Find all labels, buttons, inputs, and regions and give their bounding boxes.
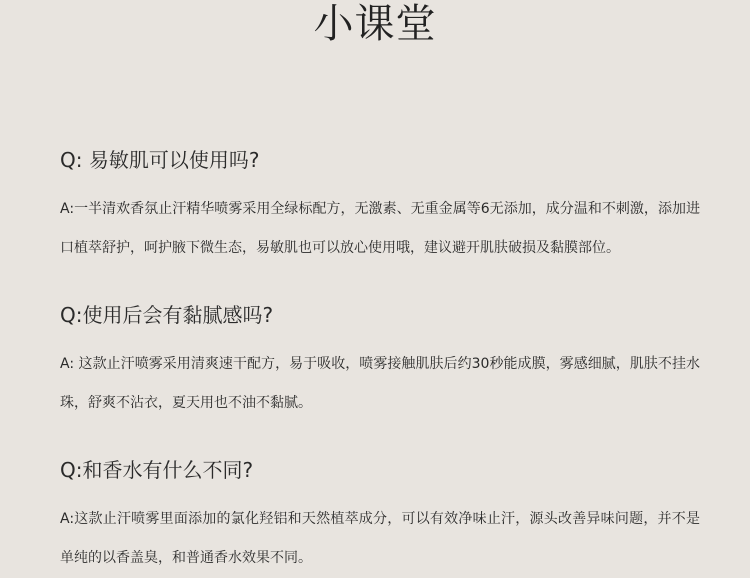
faq-answer: A:一半清欢香氛止汗精华喷雾采用全绿标配方，无激素、无重金属等6无添加，成分温和不刺激，添加进口植萃舒护，呵护腋下微生态，易敏肌也可以放心使用哦，建议避开肌肤破损及黏膜部位。	[60, 201, 700, 256]
faq-answer: A: 这款止汗喷雾采用清爽速干配方，易于吸收，喷雾接触肌肤后约30秒能成膜，雾感细腻，肌肤不挂水珠，舒爽不沾衣，夏天用也不油不黏腻。	[60, 356, 700, 411]
faq-item	[60, 458, 700, 578]
faq-item	[60, 303, 700, 423]
faq-question: Q:使用后会有黏腻感吗?	[60, 303, 274, 327]
faq-answer: A:这款止汗喷雾里面添加的氯化羟铝和天然植萃成分，可以有效净味止汗，源头改善异味问题，并不是单纯的以香盖臭，和普通香水效果不同。	[60, 511, 700, 566]
page-title: 小课堂	[313, 1, 437, 47]
faq-question: Q: 易敏肌可以使用吗?	[60, 148, 260, 172]
faq-question: Q:和香水有什么不同?	[60, 458, 254, 482]
faq-item	[60, 148, 700, 268]
